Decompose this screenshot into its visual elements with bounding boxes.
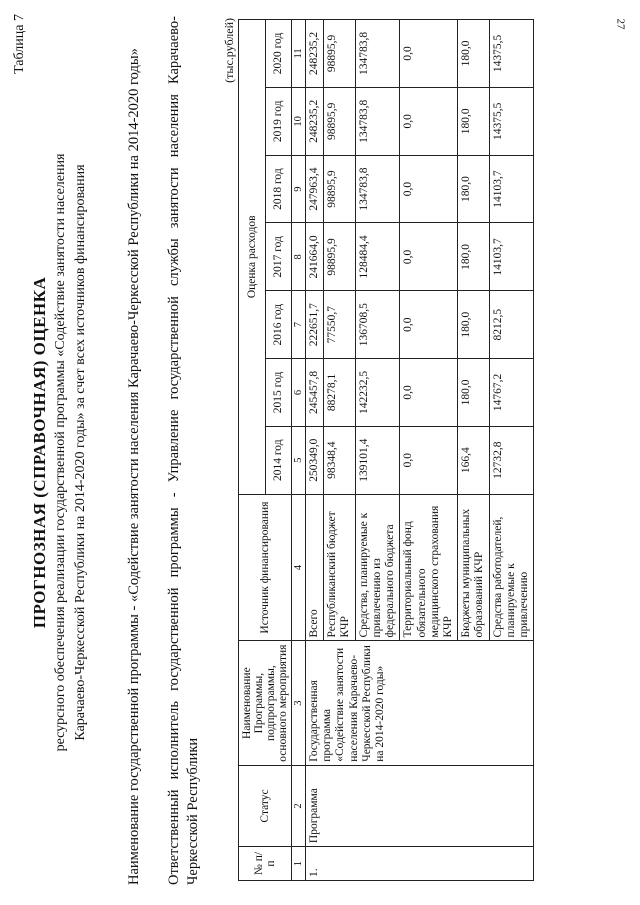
column-index: 10 — [292, 87, 306, 155]
column-index: 5 — [292, 426, 306, 494]
page-number: 27 — [614, 18, 627, 30]
row-number: 1. — [306, 847, 534, 881]
subtitle-line-1: ресурсного обеспечения реализации государственной программы «Содействие занятости населения — [53, 153, 68, 752]
source-cell: Всего — [306, 494, 324, 641]
value-cell: 134783,8 — [355, 87, 400, 155]
value-cell: 0,0 — [400, 291, 458, 359]
header-num: № п/п — [239, 847, 292, 881]
value-cell: 180,0 — [458, 20, 489, 88]
header-estimate: Оценка расходов — [239, 20, 266, 495]
header-source: Источник финансирования — [239, 494, 292, 641]
source-cell: Территориальный фонд обязательного медицинского страхования КЧР — [400, 494, 458, 641]
value-cell: 0,0 — [400, 87, 458, 155]
value-cell: 98895,9 — [324, 20, 355, 88]
value-cell: 247963,4 — [306, 155, 324, 223]
value-cell: 134783,8 — [355, 155, 400, 223]
value-cell: 0,0 — [400, 426, 458, 494]
header-year: 2016 год — [265, 291, 292, 359]
value-cell: 77550,7 — [324, 291, 355, 359]
value-cell: 98895,9 — [324, 87, 355, 155]
value-cell: 0,0 — [400, 155, 458, 223]
header-year: 2015 год — [265, 359, 292, 427]
value-cell: 241664,0 — [306, 223, 324, 291]
header-name: Наименование Программы, подпрограммы, основного мероприятия — [239, 641, 292, 765]
header-status: Статус — [239, 765, 292, 846]
value-cell: 250349,0 — [306, 426, 324, 494]
value-cell: 14375,5 — [489, 20, 534, 88]
responsible-executor: Ответственный исполнитель государственной программы - Управление государственной службы занятости населения Карачаево-Черкесской Республики — [166, 16, 201, 885]
source-cell: Республиканский бюджет КЧР — [324, 494, 355, 641]
value-cell: 98895,9 — [324, 155, 355, 223]
value-cell: 14103,7 — [489, 223, 534, 291]
value-cell: 98348,4 — [324, 426, 355, 494]
column-index: 6 — [292, 359, 306, 427]
column-index: 11 — [292, 20, 306, 88]
column-index: 8 — [292, 223, 306, 291]
value-cell: 14103,7 — [489, 155, 534, 223]
value-cell: 180,0 — [458, 359, 489, 427]
value-cell: 136708,5 — [355, 291, 400, 359]
column-index: 2 — [292, 765, 306, 846]
header-row-1 — [239, 20, 266, 881]
header-year: 2018 год — [265, 155, 292, 223]
column-index-row — [292, 20, 306, 881]
value-cell: 180,0 — [458, 291, 489, 359]
value-cell: 166,4 — [458, 426, 489, 494]
column-index: 4 — [292, 494, 306, 641]
program-name: Наименование государственной программы - «Содействие занятости населения Карачаево-Черкесской Республики на 2014-2020 годы» — [126, 48, 142, 885]
value-cell: 88278,1 — [324, 359, 355, 427]
header-year: 2017 год — [265, 223, 292, 291]
column-index: 9 — [292, 155, 306, 223]
value-cell: 0,0 — [400, 223, 458, 291]
value-cell: 142232,5 — [355, 359, 400, 427]
value-cell: 180,0 — [458, 155, 489, 223]
value-cell: 12732,8 — [489, 426, 534, 494]
header-year: 2019 год — [265, 87, 292, 155]
header-year: 2014 год — [265, 426, 292, 494]
document-title: ПРОГНОЗНАЯ (СПРАВОЧНАЯ) ОЦЕНКА — [30, 276, 49, 629]
value-cell: 222651,7 — [306, 291, 324, 359]
value-cell: 180,0 — [458, 87, 489, 155]
row-status: Программа — [306, 765, 534, 846]
value-cell: 14767,2 — [489, 359, 534, 427]
table-row — [306, 20, 324, 881]
source-cell: Средства работодателей, планируемые к привлечению — [489, 494, 534, 641]
value-cell: 248235,2 — [306, 87, 324, 155]
subtitle-line-2: Карачаево-Черкесской Республики на 2014-2020 годы» за счет всех источников финансирования — [72, 164, 88, 741]
value-cell: 128484,4 — [355, 223, 400, 291]
value-cell: 0,0 — [400, 20, 458, 88]
row-program-name: Государственная программа «Содействие занятости населения Карачаево-Черкесской Республики на 2014-2020 годы» — [306, 641, 534, 765]
value-cell: 14375,5 — [489, 87, 534, 155]
value-cell: 245457,8 — [306, 359, 324, 427]
value-cell: 8212,5 — [489, 291, 534, 359]
value-cell: 98895,9 — [324, 223, 355, 291]
title-block — [30, 0, 89, 905]
table-label: Таблица 7 — [12, 14, 27, 74]
units-label: (тыс.рублей) — [222, 18, 236, 83]
column-index: 7 — [292, 291, 306, 359]
value-cell: 139101,4 — [355, 426, 400, 494]
source-cell: Средства, планируемые к привлечению из федерального бюджета — [355, 494, 400, 641]
column-index: 1 — [292, 847, 306, 881]
value-cell: 134783,8 — [355, 20, 400, 88]
column-index: 3 — [292, 641, 306, 765]
header-year: 2020 год — [265, 20, 292, 88]
funding-table — [238, 19, 534, 881]
value-cell: 180,0 — [458, 223, 489, 291]
value-cell: 248235,2 — [306, 20, 324, 88]
value-cell: 0,0 — [400, 359, 458, 427]
source-cell: Бюджеты муниципальных образований КЧР — [458, 494, 489, 641]
